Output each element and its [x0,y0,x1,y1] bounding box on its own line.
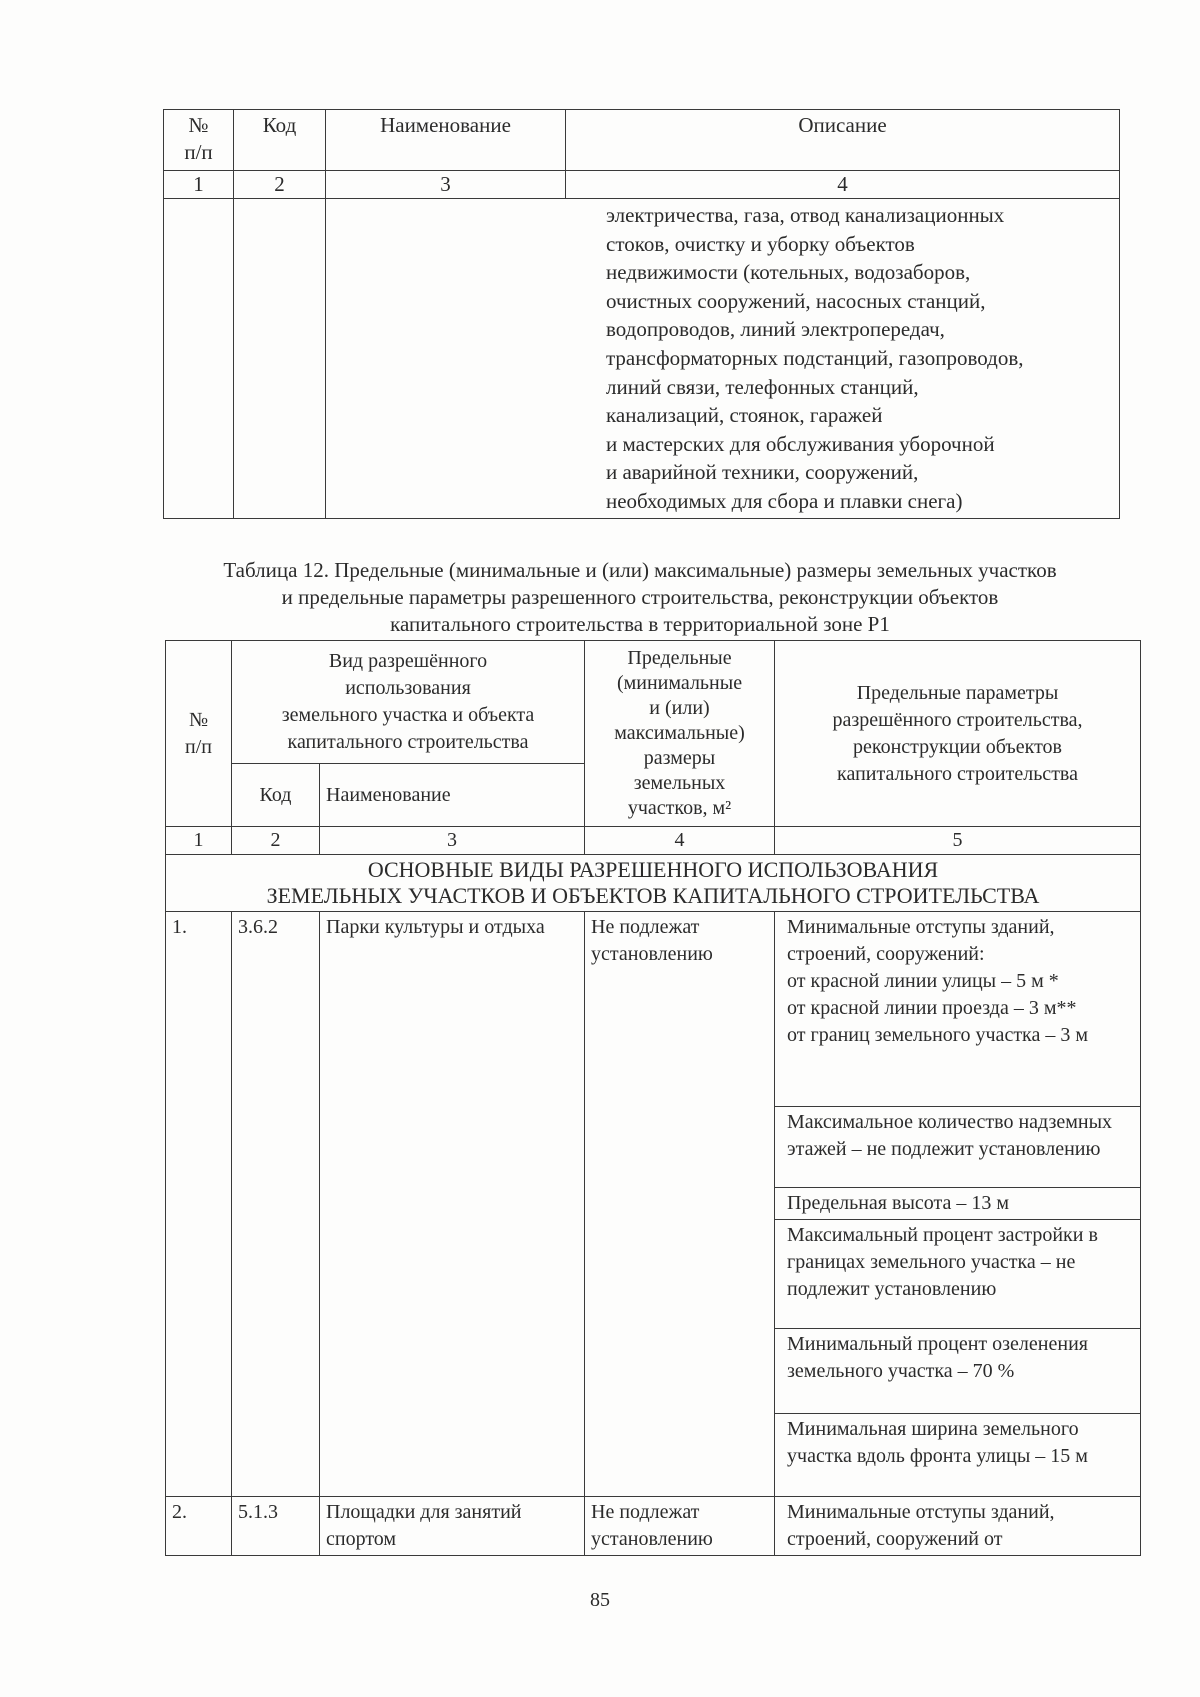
header-num: № п/п [164,110,234,171]
param-setbacks: Минимальные отступы зданий, строений, сооружений от [775,1497,1141,1556]
header-name: Наименование [320,764,585,827]
description-line: водопроводов, линий электропередач, [606,317,945,342]
header-plot-sizes: Предельные (минимальные и (или) максимальные) размеры земельных участков, м² [585,641,775,827]
col-number-2: 2 [232,827,320,855]
description-cell [326,199,1120,519]
col-number-4: 4 [566,171,1120,199]
col-number-3: 3 [326,171,566,199]
col-number-1: 1 [166,827,232,855]
header-num: № п/п [166,641,232,827]
description-line: линий связи, телефонных станций, [606,374,919,399]
param-max-height: Предельная высота – 13 м [775,1188,1141,1220]
row-code: 5.1.3 [232,1497,320,1556]
col-number-3: 3 [320,827,585,855]
continuation-table [163,109,1120,519]
cell-empty [234,199,326,519]
caption-line: капитального строительства в территориальной зоне Р1 [390,612,890,636]
header-use-type: Вид разрешённого использования земельного участка и объекта капитального строительства [232,641,585,764]
description-line: и аварийной техники, сооружений, [606,460,919,485]
param-min-width: Минимальная ширина земельного участка вдоль фронта улицы – 15 м [775,1414,1141,1497]
description-line: необходимых для сбора и плавки снега) [606,488,963,513]
section-title: ОСНОВНЫЕ ВИДЫ РАЗРЕШЕННОГО ИСПОЛЬЗОВАНИЯ ЗЕМЕЛЬНЫХ УЧАСТКОВ И ОБЪЕКТОВ КАПИТАЛЬНОГО СТРОИТЕЛЬСТВА [166,855,1141,912]
description-line: электричества, газа, отвод канализационных [606,203,1005,227]
header-parameters: Предельные параметры разрешённого строительства, реконструкции объектов капитального строительства [775,641,1141,827]
row-number: 2. [166,1497,232,1556]
col-number-1: 1 [164,171,234,199]
description-line: канализаций, стоянок, гаражей [606,403,883,428]
param-setbacks: Минимальные отступы зданий, строений, сооружений: от красной линии улицы – 5 м * от красной линии проезда – 3 м** от границ земельного участка – 3 м [775,912,1141,1107]
header-description: Описание [566,110,1120,171]
description-line: и мастерских для обслуживания уборочной [606,431,995,456]
description-line: стоков, очистку и уборку объектов [606,231,915,256]
zone-parameters-table [165,640,1141,1556]
caption-line: и предельные параметры разрешенного строительства, реконструкции объектов [281,585,999,609]
row-code: 3.6.2 [232,912,320,1497]
col-number-5: 5 [775,827,1141,855]
row-plot-sizes: Не подлежат установлению [585,912,775,1497]
caption-line: Таблица 12. Предельные (минимальные и (или) максимальные) размеры земельных участков [223,558,1057,582]
row-name: Площадки для занятий спортом [320,1497,585,1556]
param-max-coverage: Максимальный процент застройки в границах земельного участка – не подлежит установлению [775,1220,1141,1329]
row-name: Парки культуры и отдыха [320,912,585,1497]
description-line: очистных сооружений, насосных станций, [606,288,986,313]
description-line: недвижимости (котельных, водозаборов, [606,260,971,285]
header-code: Код [234,110,326,171]
table-caption [150,557,1130,638]
header-name: Наименование [326,110,566,171]
col-number-2: 2 [234,171,326,199]
row-number: 1. [166,912,232,1497]
row-plot-sizes: Не подлежат установлению [585,1497,775,1556]
col-number-4: 4 [585,827,775,855]
cell-empty [164,199,234,519]
page-number: 85 [590,1589,610,1611]
param-min-greenery: Минимальный процент озеленения земельного участка – 70 % [775,1329,1141,1414]
header-code: Код [232,764,320,827]
param-max-floors: Максимальное количество надземных этажей – не подлежит установлению [775,1107,1141,1188]
description-line: трансформаторных подстанций, газопроводов, [606,345,1024,370]
